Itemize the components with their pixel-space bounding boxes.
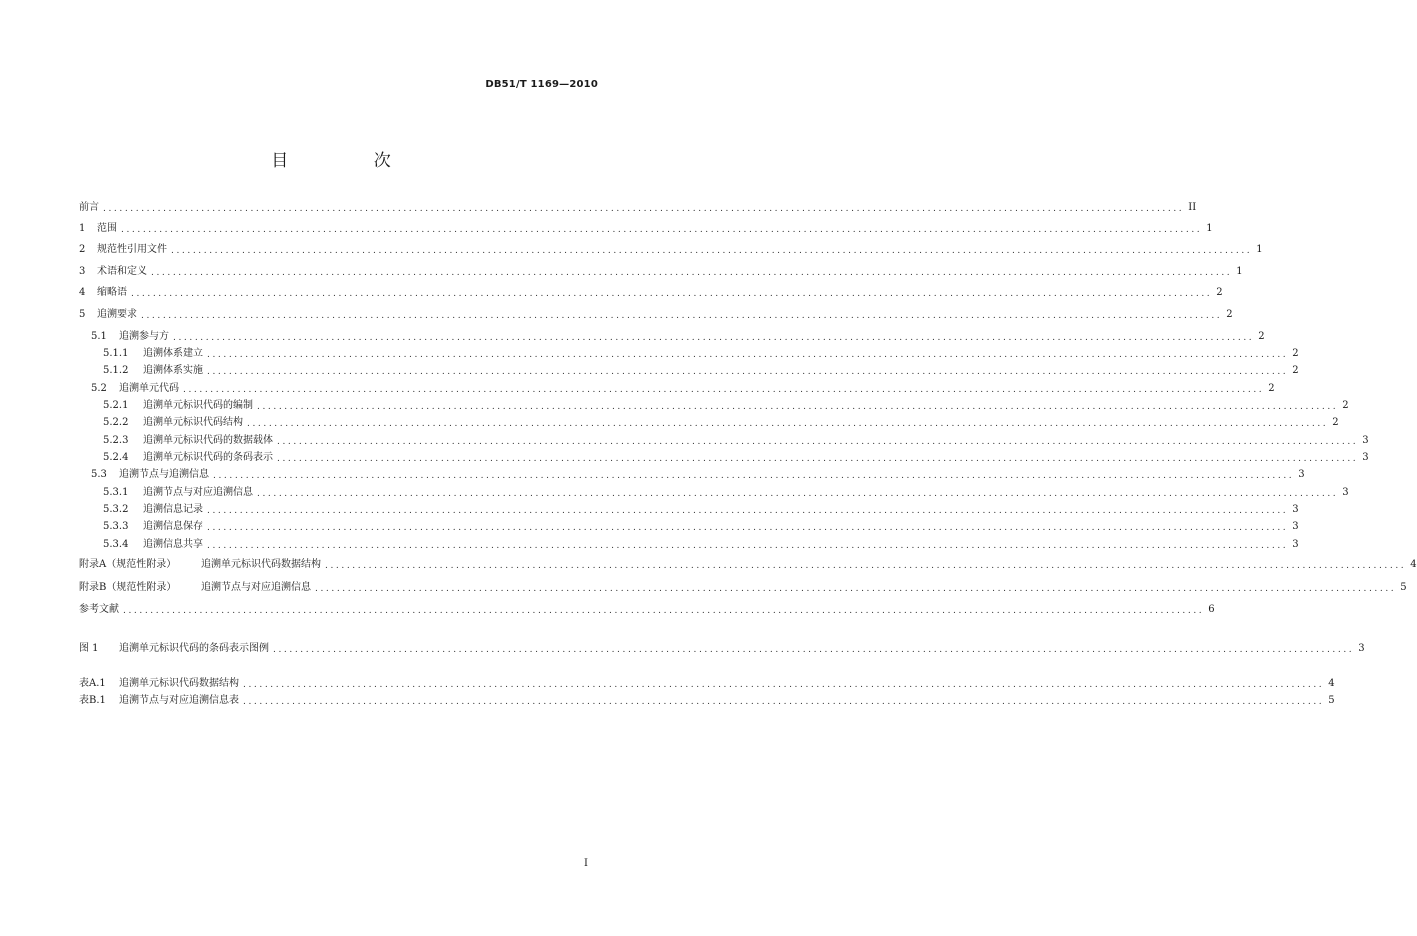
toc-leader: ...................................................................................................................................................................................................... [213,471,1295,481]
toc-entry-text: 追溯单元标识代码数据结构 [119,678,239,689]
toc-leader: ...................................................................................................................................................................................................... [103,204,1185,214]
toc-entry-number: 5.3 [91,469,107,480]
toc-entry-page: 2 [1216,287,1223,298]
toc-entry-number: 5.3.4 [103,539,129,550]
toc-entry-page: 2 [1292,365,1299,376]
toc-entry-page: II [1188,202,1197,213]
toc-entry-table-a1[interactable] [79,677,1335,691]
toc-entry-page: 2 [1268,383,1275,394]
toc-entry-page: 4 [1410,559,1417,570]
toc-title: 目 次 [271,151,431,171]
toc-entry-5-2[interactable] [91,382,1275,396]
toc-entry-page: 2 [1292,348,1299,359]
toc-entry-5-2-4[interactable] [103,451,1369,465]
toc-entry-number: 图 1 [79,643,99,654]
toc-leader: ...................................................................................................................................................................................................... [131,289,1213,299]
toc-entry-number: 5.1.2 [103,365,129,376]
toc-leader: ...................................................................................................................................................................................................... [277,437,1359,447]
toc-entry-normative-references[interactable] [79,243,1263,257]
toc-entry-number: 附录B（规范性附录） [79,582,177,593]
toc-entry-number: 1 [79,223,86,234]
toc-leader: ...................................................................................................................................................................................................... [257,402,1339,412]
toc-entry-table-b1[interactable] [79,694,1335,708]
toc-entry-number: 5.2.3 [103,435,129,446]
standard-code: DB51/T 1169—2010 [485,79,598,90]
toc-entry-text: 追溯单元标识代码的编制 [143,400,253,411]
toc-entry-page: 2 [1342,400,1349,411]
toc-entry-page: 2 [1332,417,1339,428]
toc-entry-number: 3 [79,266,86,277]
toc-entry-page: 1 [1236,266,1243,277]
toc-leader: ...................................................................................................................................................................................................... [273,645,1355,655]
toc-entry-annex-a[interactable] [79,558,1417,572]
toc-entry-page: 3 [1362,452,1369,463]
toc-entry-page: 3 [1362,435,1369,446]
toc-entry-number: 表B.1 [79,695,106,706]
toc-entry-page: 5 [1400,582,1407,593]
toc-entry-text: 追溯信息记录 [143,504,203,515]
toc-entry-text: 追溯单元标识代码的条码表示图例 [119,643,269,654]
toc-entry-bibliography[interactable] [79,603,1215,617]
toc-entry-5-2-2[interactable] [103,416,1339,430]
toc-entry-number: 5.2.4 [103,452,129,463]
footer-page-number: I [584,858,588,869]
toc-entry-text: 追溯体系建立 [143,348,203,359]
toc-entry-5-1-2[interactable] [103,364,1299,378]
toc-leader: ...................................................................................................................................................................................................... [207,541,1289,551]
toc-leader: ...................................................................................................................................................................................................... [257,489,1339,499]
toc-entry-text: 追溯单元代码 [119,383,179,394]
toc-entry-text: 范围 [97,223,117,234]
toc-entry-number: 5 [79,309,86,320]
toc-entry-number: 5.1 [91,331,107,342]
toc-entry-terms[interactable] [79,265,1243,279]
toc-entry-figure-1[interactable] [79,642,1365,656]
toc-entry-5-3-4[interactable] [103,538,1299,552]
toc-leader: ...................................................................................................................................................................................................... [173,333,1255,343]
toc-leader: ...................................................................................................................................................................................................... [123,606,1205,616]
toc-entry-5-1[interactable] [91,330,1265,344]
toc-leader: ...................................................................................................................................................................................................... [247,419,1329,429]
toc-entry-number: 附录A（规范性附录） [79,559,177,570]
toc-entry-page: 3 [1292,539,1299,550]
toc-entry-number: 5.3.1 [103,487,129,498]
toc-entry-page: 3 [1298,469,1305,480]
toc-entry-number: 5.1.1 [103,348,129,359]
toc-entry-5-2-1[interactable] [103,399,1349,413]
toc-entry-text: 追溯体系实施 [143,365,203,376]
toc-entry-number: 表A.1 [79,678,106,689]
toc-leader: ...................................................................................................................................................................................................... [121,225,1203,235]
toc-entry-text: 规范性引用文件 [97,244,167,255]
toc-entry-page: 3 [1292,504,1299,515]
toc-leader: ...................................................................................................................................................................................................... [315,584,1397,594]
toc-entry-traceability-requirements[interactable] [79,308,1233,322]
toc-leader: ...................................................................................................................................................................................................... [207,523,1289,533]
toc-entry-text: 追溯节点与追溯信息 [119,469,209,480]
toc-entry-text: 前言 [79,202,99,213]
toc-leader: ...................................................................................................................................................................................................... [141,311,1223,321]
toc-leader: ...................................................................................................................................................................................................... [151,268,1233,278]
toc-entry-text: 追溯节点与对应追溯信息表 [119,695,239,706]
toc-entry-5-3-1[interactable] [103,486,1349,500]
toc-entry-5-1-1[interactable] [103,347,1299,361]
toc-entry-page: 3 [1342,487,1349,498]
toc-entry-number: 5.2.2 [103,417,129,428]
toc-entry-number: 5.3.3 [103,521,129,532]
toc-entry-text: 追溯单元标识代码数据结构 [201,559,321,570]
toc-entry-text: 追溯单元标识代码的条码表示 [143,452,273,463]
toc-entry-number: 5.2.1 [103,400,129,411]
toc-entry-text: 追溯信息共享 [143,539,203,550]
toc-entry-page: 3 [1358,643,1365,654]
toc-leader: ...................................................................................................................................................................................................... [207,350,1289,360]
toc-entry-abbreviations[interactable] [79,286,1223,300]
toc-entry-annex-b[interactable] [79,581,1407,595]
toc-entry-5-3-2[interactable] [103,503,1299,517]
toc-entry-page: 2 [1226,309,1233,320]
toc-leader: ...................................................................................................................................................................................................... [243,680,1325,690]
toc-entry-text: 参考文献 [79,604,119,615]
toc-entry-5-3[interactable] [91,468,1305,482]
toc-leader: ...................................................................................................................................................................................................... [183,385,1265,395]
toc-leader: ...................................................................................................................................................................................................... [207,506,1289,516]
toc-entry-text: 追溯节点与对应追溯信息 [201,582,311,593]
toc-entry-number: 5.2 [91,383,107,394]
toc-entry-5-3-3[interactable] [103,520,1299,534]
toc-entry-text: 术语和定义 [97,266,147,277]
toc-entry-number: 4 [79,287,86,298]
toc-entry-text: 追溯要求 [97,309,137,320]
toc-leader: ...................................................................................................................................................................................................... [207,367,1289,377]
toc-entry-number: 2 [79,244,86,255]
toc-leader: ...................................................................................................................................................................................................... [243,697,1325,707]
toc-leader: ...................................................................................................................................................................................................... [277,454,1359,464]
toc-entry-page: 1 [1206,223,1213,234]
toc-entry-page: 3 [1292,521,1299,532]
toc-entry-text: 缩略语 [97,287,127,298]
toc-entry-page: 6 [1208,604,1215,615]
toc-entry-text: 追溯参与方 [119,331,169,342]
toc-entry-number: 5.3.2 [103,504,129,515]
toc-entry-text: 追溯单元标识代码结构 [143,417,243,428]
toc-leader: ...................................................................................................................................................................................................... [325,561,1407,571]
toc-entry-text: 追溯节点与对应追溯信息 [143,487,253,498]
toc-leader: ...................................................................................................................................................................................................... [171,246,1253,256]
toc-entry-page: 4 [1328,678,1335,689]
toc-entry-page: 5 [1328,695,1335,706]
toc-entry-text: 追溯单元标识代码的数据载体 [143,435,273,446]
toc-entry-page: 2 [1258,331,1265,342]
toc-entry-foreword[interactable] [79,201,1197,215]
toc-entry-5-2-3[interactable] [103,434,1369,448]
toc-entry-text: 追溯信息保存 [143,521,203,532]
toc-entry-page: 1 [1256,244,1263,255]
toc-entry-scope[interactable] [79,222,1213,236]
